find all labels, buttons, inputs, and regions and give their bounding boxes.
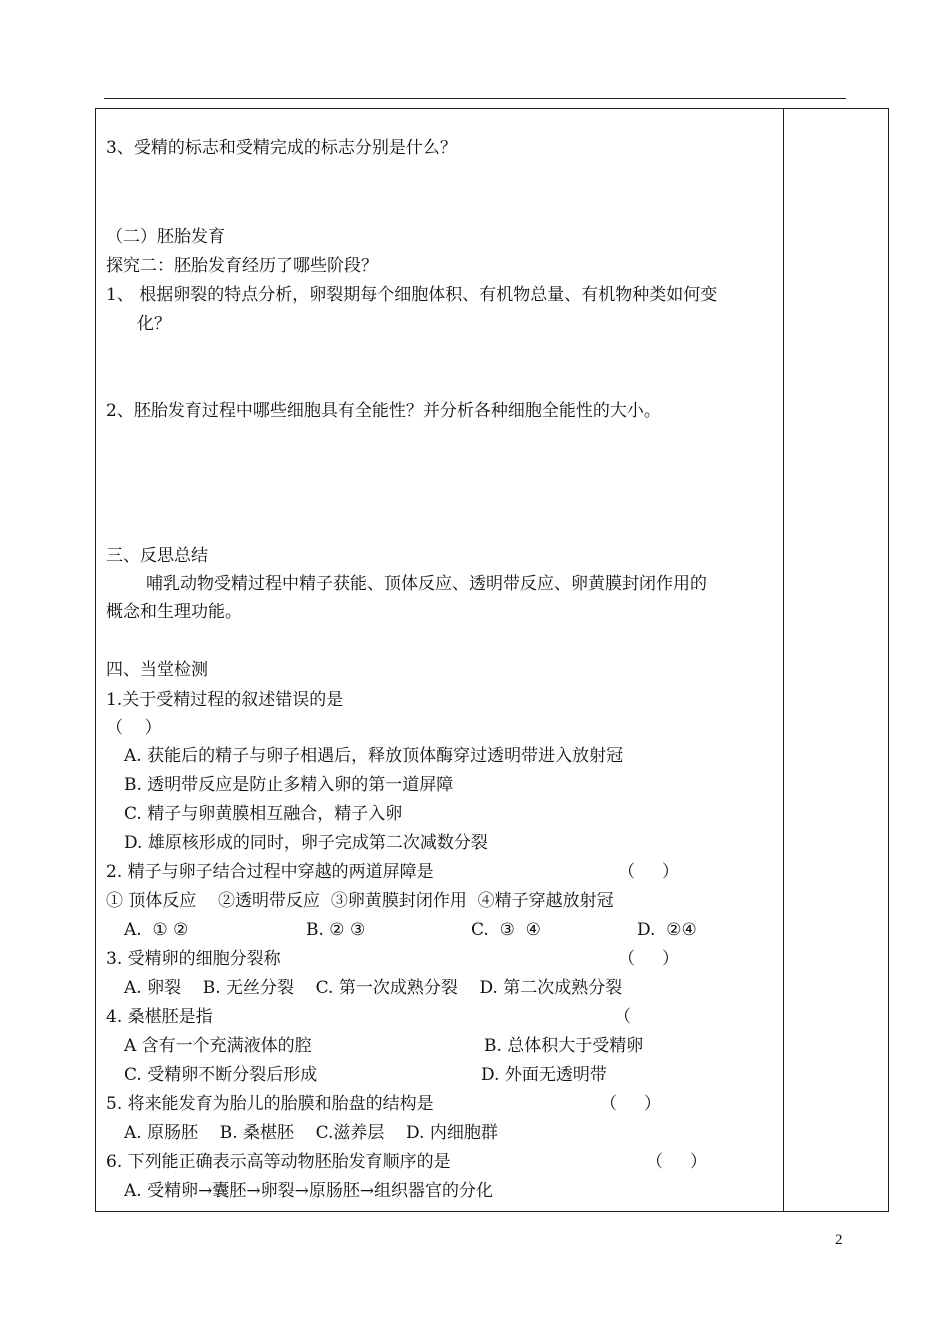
test-question-5: 5. 将来能发育为胎儿的胎膜和胎盘的结构是 <box>106 1094 434 1114</box>
option-a: A. 受精卵→囊胚→卵裂→原肠胚→组织器官的分化 <box>124 1181 494 1201</box>
test-question-3: 3. 受精卵的细胞分裂称 <box>106 949 281 969</box>
section-2-heading: （二）胚胎发育 <box>106 227 225 247</box>
option-b: B. 总体积大于受精卵 <box>484 1036 644 1056</box>
answer-blank: （ ） <box>618 862 680 882</box>
test-question-1: 1.关于受精过程的叙述错误的是 <box>106 690 344 710</box>
explore-2-title: 探究二：胚胎发育经历了哪些阶段？ <box>106 256 378 276</box>
question-2-items: ① 顶体反应 ②透明带反应 ③卵黄膜封闭作用 ④精子穿越放射冠 <box>106 891 614 911</box>
answer-blank: （ ） <box>618 949 680 969</box>
answer-blank: （ <box>614 1007 631 1027</box>
option-c: C. ③ ④ <box>471 920 541 940</box>
option-d: D. ②④ <box>637 920 697 940</box>
option-b: B. ② ③ <box>306 920 366 940</box>
explore-2-question-1-cont: 化？ <box>137 314 171 334</box>
answer-blank: （ ） <box>646 1152 708 1172</box>
table-column-divider <box>783 108 784 1212</box>
question-3: 3、受精的标志和受精完成的标志分别是什么？ <box>106 138 457 158</box>
summary-text: 哺乳动物受精过程中精子获能、顶体反应、透明带反应、卵黄膜封闭作用的 <box>146 574 707 594</box>
answer-blank: （ ） <box>600 1094 662 1114</box>
explore-2-question-1: 1、 根据卵裂的特点分析，卵裂期每个细胞体积、有机物总量、有机物种类如何变 <box>106 285 718 305</box>
option-c: C. 受精卵不断分裂后形成 <box>124 1065 318 1085</box>
answer-blank: （ ） <box>106 718 162 738</box>
question-5-options: A. 原肠胚 B. 桑椹胚 C.滋养层 D. 内细胞群 <box>124 1123 498 1143</box>
page-number: 2 <box>835 1232 843 1248</box>
option-d: D. 外面无透明带 <box>481 1065 607 1085</box>
header-rule <box>104 98 846 99</box>
option-a: A 含有一个充满液体的腔 <box>124 1036 312 1056</box>
option-d: D. 雄原核形成的同时，卵子完成第二次减数分裂 <box>124 833 488 853</box>
section-3-heading: 三、反思总结 <box>106 546 208 566</box>
option-a: A. ① ② <box>124 920 189 940</box>
section-4-heading: 四、当堂检测 <box>106 660 208 680</box>
explore-2-question-2: 2、胚胎发育过程中哪些细胞具有全能性？并分析各种细胞全能性的大小。 <box>106 401 661 421</box>
option-b: B. 透明带反应是防止多精入卵的第一道屏障 <box>124 775 454 795</box>
option-c: C. 精子与卵黄膜相互融合，精子入卵 <box>124 804 403 824</box>
question-3-options: A. 卵裂 B. 无丝分裂 C. 第一次成熟分裂 D. 第二次成熟分裂 <box>124 978 623 998</box>
test-question-4: 4. 桑椹胚是指 <box>106 1007 213 1027</box>
summary-text-cont: 概念和生理功能。 <box>106 602 242 622</box>
option-a: A. 获能后的精子与卵子相遇后，释放顶体酶穿过透明带进入放射冠 <box>124 746 624 766</box>
test-question-2: 2. 精子与卵子结合过程中穿越的两道屏障是 <box>106 862 434 882</box>
test-question-6: 6. 下列能正确表示高等动物胚胎发育顺序的是 <box>106 1152 451 1172</box>
